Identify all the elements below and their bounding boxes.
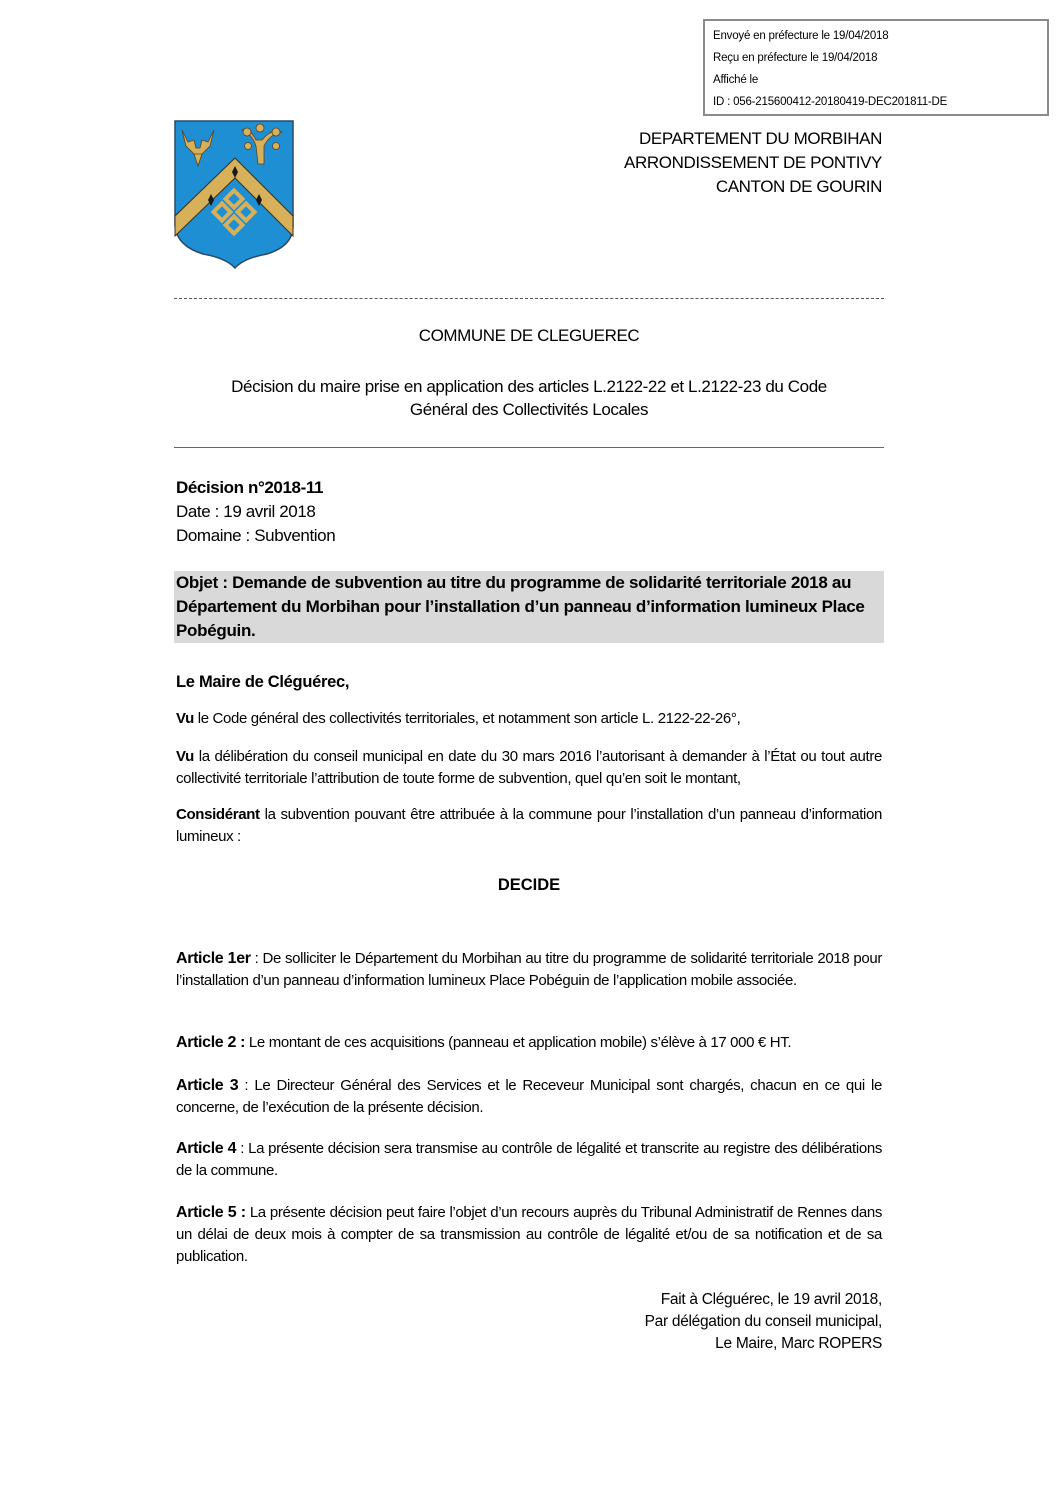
- consideration: [176, 708, 882, 730]
- arrondissement: ARRONDISSEMENT DE PONTIVY: [624, 153, 882, 172]
- canton: CANTON DE GOURIN: [715, 177, 882, 196]
- divider-solid: [174, 447, 884, 448]
- article-label: Article 4: [176, 1140, 237, 1157]
- article-label: Article 3: [176, 1077, 239, 1094]
- article: [176, 1032, 882, 1054]
- article-label: Article 5 :: [176, 1204, 246, 1221]
- consideration-lead: Considérant: [176, 806, 260, 823]
- article-sep: :: [238, 1077, 255, 1094]
- decision-meta: [176, 476, 335, 548]
- article: [176, 1138, 882, 1182]
- divider-dashed: [174, 298, 884, 299]
- article-text: Le montant de ces acquisitions (panneau et application mobile) s’élève à 17 000 € HT.: [248, 1034, 792, 1051]
- commune-title: COMMUNE DE CLEGUEREC: [418, 326, 640, 345]
- signature-signer: Le Maire, Marc ROPERS: [715, 1335, 882, 1352]
- article-text: La présente décision peut faire l’objet d’un recours auprès du Tribunal Administratif de Rennes dans un délai de deux mois à compter de sa transmission au contrôle de légalité et/ou de sa notification et de sa publication.: [176, 1204, 882, 1265]
- article-sep: :: [236, 1140, 249, 1157]
- decide-heading: DECIDE: [497, 876, 561, 894]
- article-sep: :: [250, 950, 263, 967]
- stamp-posted: Affiché le: [713, 74, 759, 86]
- article-text: La présente décision sera transmise au contrôle de légalité et transcrite au registre des délibérations de la commune.: [176, 1140, 882, 1179]
- article-label: Article 2 :: [176, 1034, 246, 1051]
- coat-of-arms-icon: [172, 118, 298, 270]
- prefecture-stamp: [703, 19, 1049, 116]
- article: [176, 1075, 882, 1119]
- article: [176, 948, 882, 992]
- departement: DEPARTEMENT DU MORBIHAN: [639, 129, 882, 148]
- consideration-text: le Code général des collectivités territoriales, et notamment son article L. 2122-22-26°,: [193, 710, 741, 727]
- article-text: Le Directeur Général des Services et le Receveur Municipal sont chargés, chacun en ce qui le concerne, de l’exécution de la présente décision.: [176, 1077, 882, 1116]
- signature-block: [645, 1289, 882, 1355]
- article: [176, 1202, 882, 1268]
- signature-place-date: Fait à Cléguérec, le 19 avril 2018,: [660, 1291, 882, 1308]
- stamp-sent: Envoyé en préfecture le 19/04/2018: [713, 30, 889, 42]
- consideration-text: la subvention pouvant être attribuée à la commune pour l’installation d’un panneau d’information lumineux :: [176, 806, 882, 845]
- decision-date: Date : 19 avril 2018: [176, 502, 316, 521]
- department-header: [624, 127, 882, 199]
- stamp-received: Reçu en préfecture le 19/04/2018: [713, 52, 878, 64]
- decision-subject: Objet : Demande de subvention au titre du programme de solidarité territoriale 2018 au Département du Morbihan pour l’installation d’un panneau d’information lumineux Place Pobéguin.: [174, 571, 884, 643]
- consideration: [176, 804, 882, 848]
- legal-basis-line1: Décision du maire prise en application des articles L.2122-22 et L.2122-23 du Code: [231, 377, 827, 396]
- signature-delegation: Par délégation du conseil municipal,: [644, 1313, 882, 1330]
- decision-number: Décision n°2018-11: [176, 478, 324, 497]
- consideration-lead: Vu: [176, 748, 194, 765]
- legal-basis-line2: Général des Collectivités Locales: [409, 400, 649, 419]
- stamp-id: ID : 056-215600412-20180419-DEC201811-DE: [713, 96, 948, 108]
- decision-domain: Domaine : Subvention: [176, 526, 336, 545]
- article-text: De solliciter le Département du Morbihan au titre du programme de solidarité territoriale 2018 pour l’installation d’un panneau d’information lumineux Place Pobéguin de l’application mobile associée.: [176, 950, 883, 989]
- mayor-heading: Le Maire de Cléguérec,: [176, 673, 350, 691]
- consideration-text: la délibération du conseil municipal en date du 30 mars 2016 l’autorisant à demander à l’État ou tout autre collectivité territoriale l’attribution de toute forme de subvention, quel qu’en soit le montant,: [176, 748, 882, 787]
- consideration-lead: Vu: [176, 710, 194, 727]
- consideration: [176, 746, 882, 790]
- article-label: Article 1er: [176, 950, 251, 967]
- decision-legal-basis: [174, 375, 884, 421]
